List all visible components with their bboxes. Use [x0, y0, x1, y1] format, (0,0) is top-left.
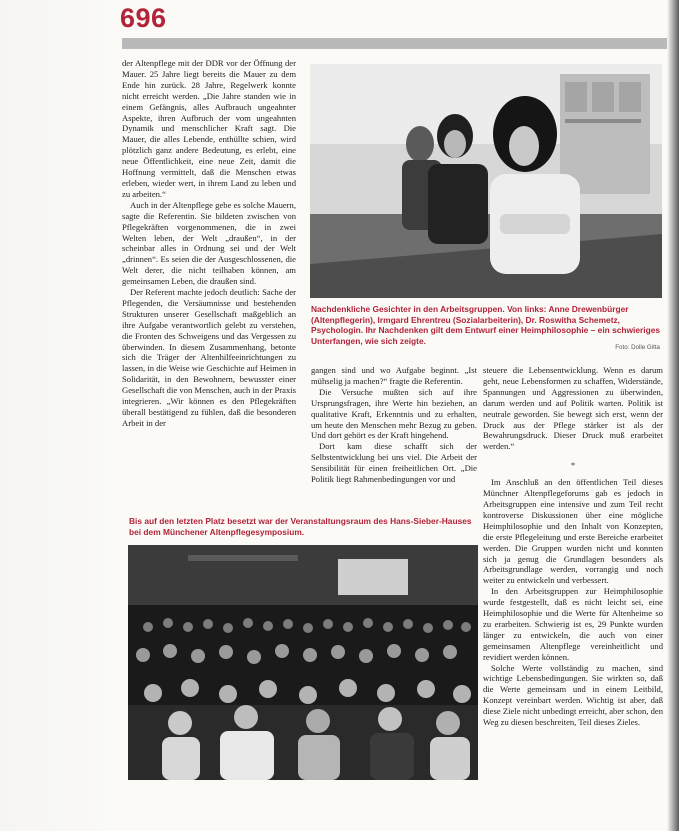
page-edge-shadow: [667, 0, 679, 831]
paragraph: Der Referent machte jedoch deutlich: Sache der Pflegenden, die Versäumnisse und bestehenden Strukturen unserer Gesellschaft maßgeblich an ihre Aufgabe verantwortlich gelebt zu verstehen, die Fronten des Schweigens und das Vergessen zu überwinden. In diesem Zusammenhang, betonte sich die Träger der Altenhilfeeinrichtungen zu lassen, in die Weise wie Geschichte auf Heimen in Solidarität, in den Bewohnern, bewusster einer Gesellschaft die von Menschen, auch in der Praxis integrieren. „Wir können es den Pflegekräften überall bestätigend zu fühlen, daß die besonderen Arbeit in der: [122, 287, 296, 428]
photo-caption-bottom: Bis auf den letzten Platz besetzt war der Veranstaltungsraum des Hans-Sieber-Hauses bei dem Münchener Altenpflegesymposium.: [129, 516, 472, 537]
paragraph: der Altenpflege mit der DDR vor der Öffnung der Mauer. 25 Jahre liegt bereits die Mauer zu dem Ende hin zurück. 28 Jahre, Regelwerk konnte nicht erreicht werden. „Die Jahre standen wie in einem Gefängnis, alles Aufbrauch ungeahnter Aspekte, ihren Aufbruch der vom ungeahnten Dynamik und menschlicher Kraft sagt. Die Mauer, die alles Lebende, enthüllte schien, wird plötzlich ganz andere Bedeutung, es erlebt, eine neue Öffentlichkeit, eine neue Zeit, damit die Hoffnung vermittelt, daß die Menschen etwas erleben, wieder wert, in ihrem Land zu leben und zu arbeiten.“: [122, 58, 296, 199]
paragraph: Dort kam diese schafft sich der Selbstentwicklung bei uns viel. Die Arbeit der Sensibilität für einen freiheitlichen Ort. „Die Politik liegt Rahmenbedingungen vor und: [311, 441, 477, 485]
photo-working-group-image: [310, 64, 662, 298]
section-separator: *: [570, 460, 576, 471]
paragraph: steuere die Lebensentwicklung. Wenn es darum geht, neue Lebensformen zu schaffen, Widerstände, Spannungen und Aggressionen zu überwinden, darum werden und auf Politik warten. Politik ist neutrale geworden. Sie bewegt sich erst, wenn der Druck aus der Pflege stärker ist als der Bewahrungsdruck. Dieser Druck muß erarbeitet werden.“: [483, 365, 663, 452]
paragraph: gangen sind und wo Aufgabe beginnt. „Ist mühselig ja machen?“ fragte die Referentin.: [311, 365, 477, 386]
page-gutter: [0, 0, 118, 831]
paragraph: Im Anschluß an den öffentlichen Teil dieses Münchner Altenpflegeforums gab es jedoch in Arbeitsgruppen eine intensive und zum Teil recht kontroverse Diskussionen über eine mögliche Heimphilosophie und den Inhalt von Konzepten, die erste Pflegeleitung und erste Bereiche erarbeitet werden. Die Gruppen wurden nicht und konnten sich ja genug die Grundlagen besonders als Arbeitsgrundlage werden, vorrangig und noch weiter zu entwickeln und verbessert.: [483, 477, 663, 586]
photo-audience: [128, 545, 478, 780]
header-rule: [122, 38, 667, 49]
photo-working-group: [310, 64, 662, 298]
paragraph: Auch in der Altenpflege gebe es solche Mauern, sagte die Referentin. Sie bildeten zwischen von Pflegekräften vorgenommenen, die in zwei Welten leben, der Welt „draußen“, in der scheinbar alles in Ordnung sei und der Welt „drinnen“. Es seien die der Ausgeschlossenen, die Welt derer, die nicht teilhaben können, am gemeinsamen Leben, die draußen sind.: [122, 199, 296, 287]
paragraph: Die Versuche mußten sich auf ihre Ursprungsfragen, ihre Werte hin beziehen, an qualitative Kraft, Erkenntnis und zu erhalten, um heute den Menschen mehr Bezug zu geben. Und dort gehört es der Kraft hingehend.: [311, 386, 477, 441]
page-number: 696: [120, 3, 167, 33]
paragraph: Solche Werte vollständig zu machen, sind wichtige Lebensbedingungen. Sie wirkten so, daß die Werte gemeinsam und in einem Leitbild, Konzept vereinbart werden. Wichtig ist aber, daß diese Ziele nicht unbedingt erreicht, aber schon, den Weg zu diesen beschreiten, Teil dieses Zieles.: [483, 662, 663, 728]
photo-caption-top: Nachdenkliche Gesichter in den Arbeitsgruppen. Von links: Anne Drewenbürger (Altenpflegerin), Irmgard Ehrentreu (Sozialarbeiterin), Dr. Roswitha Schemetz, Psychologin. Ihr Nachdenken gilt dem Entwurf einer Heimphilosophie – ein schwieriges Unterfangen, wie sich zeigte.: [311, 304, 661, 346]
paragraph: In den Arbeitsgruppen zur Heimphilosophie wurde festgestellt, daß es nicht leicht sei, eine Heimphilosophie und die Werte für Altenheime so zu erarbeiten. Schwierig ist es, 29 Punkte wurden länger zu entwickeln, die auch von einer gemeinsamen Altenpflege vereinheitlicht und revidiert werden können.: [483, 586, 663, 662]
photo-credit: Foto: Dolle Gitta: [615, 344, 660, 351]
article-column-left: [122, 58, 296, 500]
photo-audience-image: [128, 545, 478, 780]
article-column-middle: [311, 365, 477, 505]
article-column-right: [483, 365, 663, 795]
